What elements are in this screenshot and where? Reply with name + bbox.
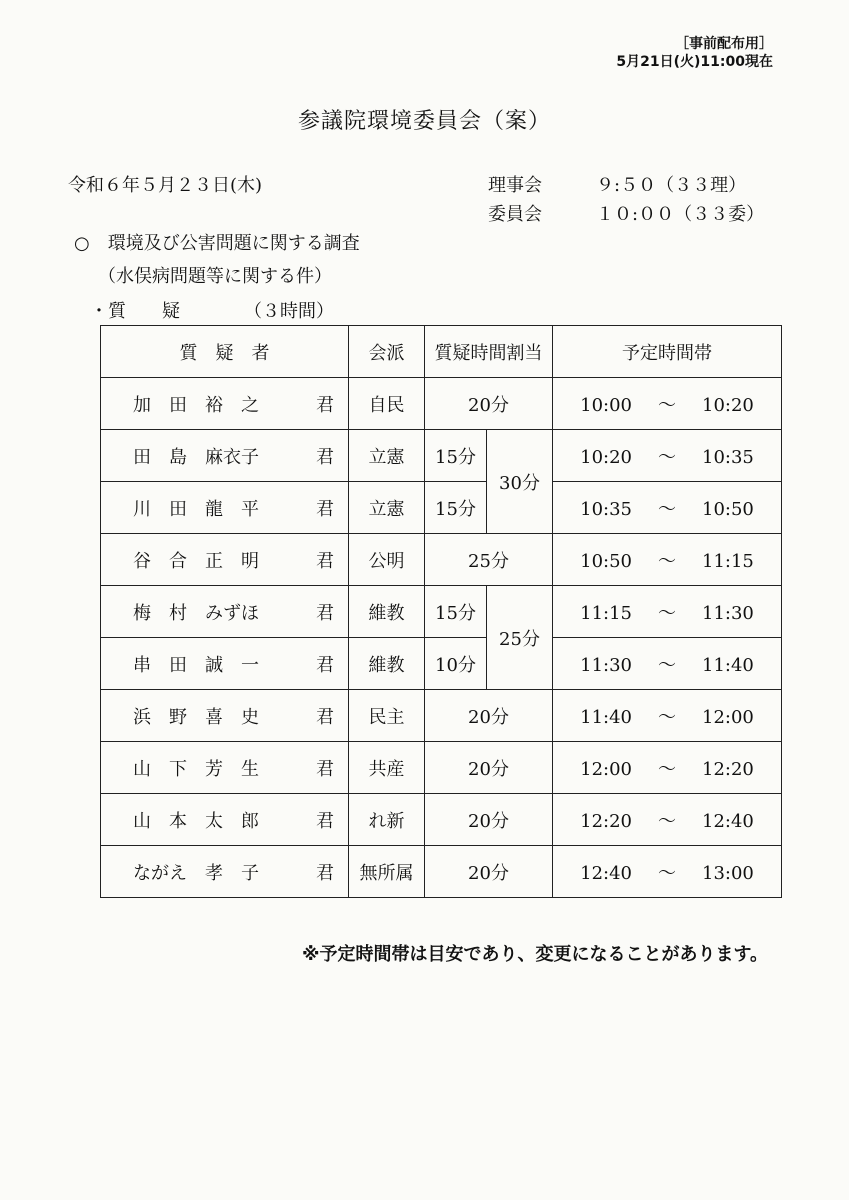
start-time: 12:00 (580, 758, 632, 780)
questioner-name: 串 田 誠 一 (133, 654, 259, 676)
range-separator: ～ (658, 498, 676, 520)
honorific: 君 (316, 862, 334, 884)
honorific: 君 (316, 550, 334, 572)
allocation-cell: 15分 (425, 482, 487, 534)
table-row (101, 586, 782, 638)
allocation-cell: 15分 (425, 430, 487, 482)
party-cell: 維教 (349, 638, 425, 690)
range-separator: ～ (658, 862, 676, 884)
questioner-cell (101, 742, 349, 794)
questioner-table (100, 325, 782, 898)
qa-label: ・質 疑 (90, 301, 180, 322)
table-row (101, 846, 782, 898)
questioner-name: 山 下 芳 生 (133, 758, 259, 780)
end-time: 11:40 (702, 654, 754, 676)
end-time: 12:20 (702, 758, 754, 780)
range-separator: ～ (658, 394, 676, 416)
questioner-name: 加 田 裕 之 (133, 394, 259, 416)
party-cell: れ新 (349, 794, 425, 846)
questioner-cell (101, 690, 349, 742)
distribution-tag: ［事前配布用］ (675, 36, 773, 52)
table-row (101, 430, 782, 482)
end-time: 10:35 (702, 446, 754, 468)
schedule-committee-meeting (488, 200, 808, 224)
table-row (101, 534, 782, 586)
start-time: 12:40 (580, 862, 632, 884)
end-time: 11:15 (702, 550, 754, 572)
start-time: 10:00 (580, 394, 632, 416)
table-row (101, 378, 782, 430)
allocation-cell: 10分 (425, 638, 487, 690)
timeslot-cell (553, 742, 782, 794)
meeting-date: 令和６年５月２３日(木) (68, 175, 263, 196)
range-separator: ～ (658, 654, 676, 676)
range-separator: ～ (658, 550, 676, 572)
honorific: 君 (316, 706, 334, 728)
party-cell: 立憲 (349, 482, 425, 534)
end-time: 12:00 (702, 706, 754, 728)
table-row (101, 638, 782, 690)
table-header-row (101, 326, 782, 378)
honorific: 君 (316, 602, 334, 624)
schedule-value: １０:００（３３委） (596, 204, 765, 225)
questioner-name: 浜 野 喜 史 (133, 706, 259, 728)
timeslot-cell (553, 690, 782, 742)
questioner-cell (101, 430, 349, 482)
timeslot-cell (553, 586, 782, 638)
honorific: 君 (316, 758, 334, 780)
range-separator: ～ (658, 602, 676, 624)
agenda-subtopic: （水俣病問題等に関する件） (98, 266, 332, 287)
party-cell: 維教 (349, 586, 425, 638)
table-row (101, 482, 782, 534)
party-cell: 立憲 (349, 430, 425, 482)
allocation-cell: 20分 (425, 742, 553, 794)
party-cell: 無所属 (349, 846, 425, 898)
allocation-cell: 20分 (425, 690, 553, 742)
party-cell: 民主 (349, 690, 425, 742)
honorific: 君 (316, 394, 334, 416)
footnote: ※予定時間帯は目安であり、変更になることがあります。 (302, 944, 769, 965)
header-timeslot: 予定時間帯 (553, 326, 782, 378)
table-row (101, 794, 782, 846)
questioner-name: 田 島 麻衣子 (133, 446, 259, 468)
questioner-name: 山 本 太 郎 (133, 810, 259, 832)
honorific: 君 (316, 498, 334, 520)
start-time: 11:15 (580, 602, 632, 624)
questioner-name: 谷 合 正 明 (133, 550, 259, 572)
allocation-cell: 25分 (425, 534, 553, 586)
start-time: 10:20 (580, 446, 632, 468)
allocation-cell: 20分 (425, 794, 553, 846)
start-time: 10:35 (580, 498, 632, 520)
questioner-cell (101, 534, 349, 586)
end-time: 12:40 (702, 810, 754, 832)
start-time: 11:40 (580, 706, 632, 728)
table-row (101, 690, 782, 742)
end-time: 10:20 (702, 394, 754, 416)
party-cell: 公明 (349, 534, 425, 586)
allocation-cell: 20分 (425, 378, 553, 430)
questioner-name: ながえ 孝 子 (133, 862, 259, 884)
timeslot-cell (553, 846, 782, 898)
timeslot-cell (553, 430, 782, 482)
questioner-cell (101, 482, 349, 534)
range-separator: ～ (658, 446, 676, 468)
start-time: 11:30 (580, 654, 632, 676)
group-allocation-cell: 25分 (487, 586, 553, 690)
honorific: 君 (316, 810, 334, 832)
questioner-cell (101, 638, 349, 690)
questioner-cell (101, 794, 349, 846)
questioner-cell (101, 378, 349, 430)
qa-line (90, 297, 334, 323)
allocation-cell: 15分 (425, 586, 487, 638)
honorific: 君 (316, 446, 334, 468)
start-time: 10:50 (580, 550, 632, 572)
questioner-name: 梅 村 みずほ (133, 602, 259, 624)
honorific: 君 (316, 654, 334, 676)
end-time: 10:50 (702, 498, 754, 520)
table-row (101, 742, 782, 794)
timeslot-cell (553, 794, 782, 846)
schedule-label: 委員会 (488, 204, 542, 225)
header-allocation: 質疑時間割当 (425, 326, 553, 378)
allocation-cell: 20分 (425, 846, 553, 898)
page-title: 参議院環境委員会（案） (297, 109, 551, 134)
party-cell: 共産 (349, 742, 425, 794)
party-cell: 自民 (349, 378, 425, 430)
timeslot-cell (553, 534, 782, 586)
timeslot-cell (553, 482, 782, 534)
timeslot-cell (553, 638, 782, 690)
questioner-cell (101, 846, 349, 898)
end-time: 13:00 (702, 862, 754, 884)
agenda-topic: ○ 環境及び公害問題に関する調査 (74, 233, 360, 254)
as-of-timestamp: 5月21日(火)11:00現在 (616, 54, 773, 70)
range-separator: ～ (658, 758, 676, 780)
schedule-directors-meeting (488, 171, 808, 195)
questioner-cell (101, 586, 349, 638)
questioner-name: 川 田 龍 平 (133, 498, 259, 520)
header-questioner: 質 疑 者 (101, 326, 349, 378)
start-time: 12:20 (580, 810, 632, 832)
header-party: 会派 (349, 326, 425, 378)
end-time: 11:30 (702, 602, 754, 624)
range-separator: ～ (658, 810, 676, 832)
schedule-value: ９:５０（３３理） (596, 175, 747, 196)
qa-total: （３時間） (244, 301, 334, 322)
group-allocation-cell: 30分 (487, 430, 553, 534)
schedule-label: 理事会 (488, 175, 542, 196)
timeslot-cell (553, 378, 782, 430)
range-separator: ～ (658, 706, 676, 728)
